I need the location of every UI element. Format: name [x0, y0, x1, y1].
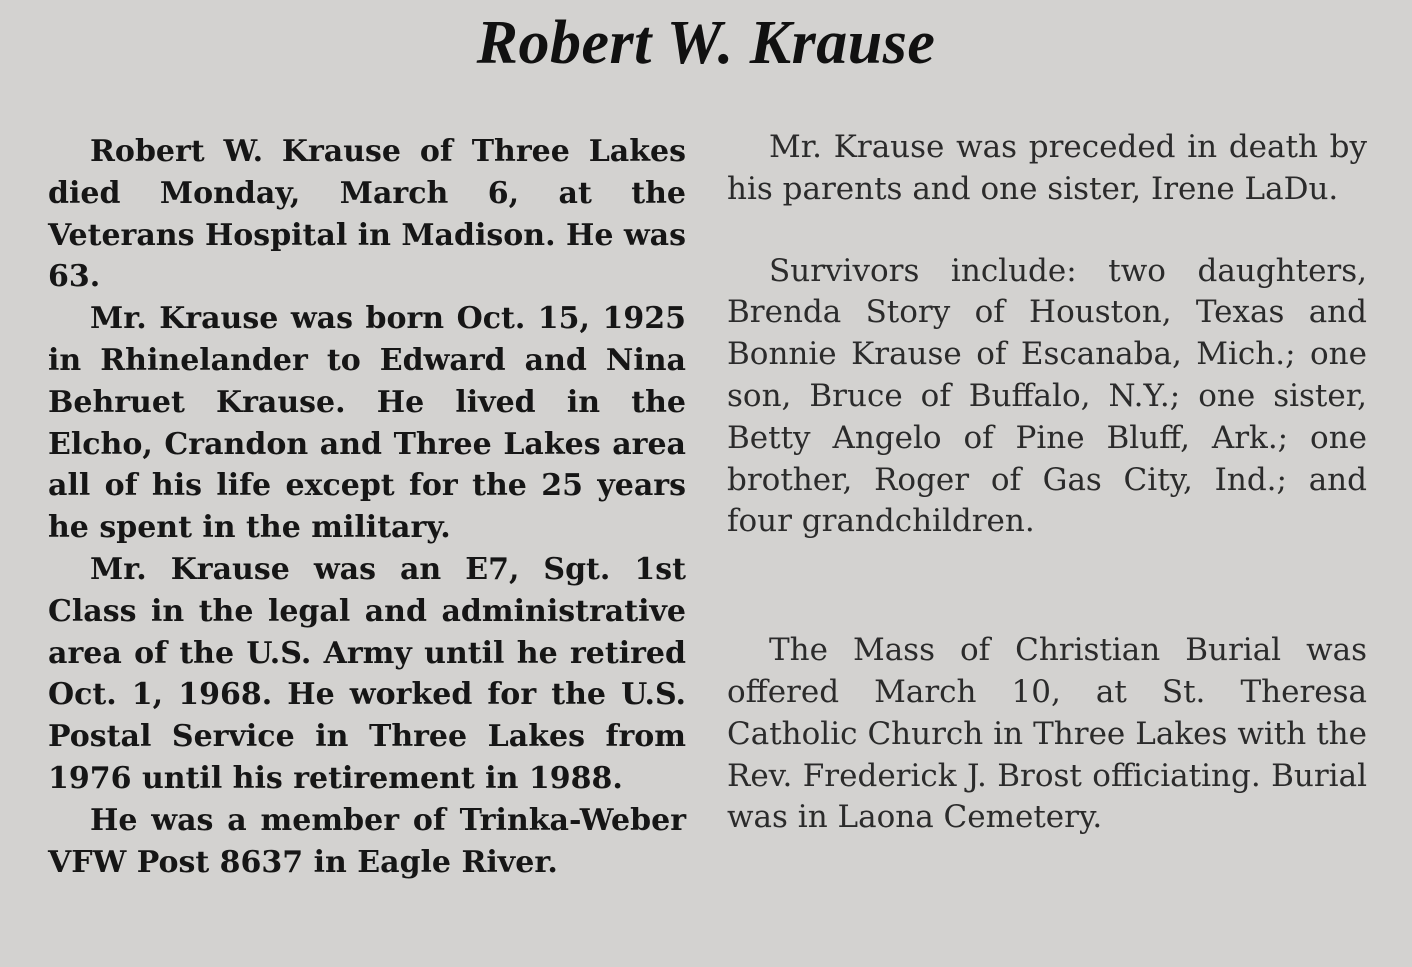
obituary-headline: Robert W. Krause	[476, 9, 936, 77]
paragraph-preceded-in-death: Mr. Krause was preceded in death by his parents and one sister, Irene LaDu.	[727, 129, 1367, 207]
paragraph-birth-and-life: Mr. Krause was born Oct. 15, 1925 in Rhinelander to Edward and Nina Behruet Krause. He lived in the Elcho, Crandon and Three Lakes area all of his life except for the 25 years he spent in the military.	[48, 301, 686, 546]
right-column	[727, 127, 1367, 839]
paragraph-spacer	[727, 543, 1367, 630]
paragraph-death-notice: Robert W. Krause of Three Lakes died Monday, March 6, at the Veterans Hospital in Madison. He was 63.	[48, 134, 686, 295]
left-column	[48, 131, 686, 883]
paragraph-survivors: Survivors include: two daughters, Brenda Story of Houston, Texas and Bonnie Krause of Escanaba, Mich.; one son, Bruce of Buffalo, N.Y.; one sister, Betty Angelo of Pine Bluff, Ark.; one brother, Roger of Gas City, Ind.; and four grandchildren.	[727, 252, 1367, 540]
paragraph-spacer	[727, 211, 1367, 251]
paragraph-career: Mr. Krause was an E7, Sgt. 1st Class in the legal and administrative area of the U.S. Army until he retired Oct. 1, 1968. He worked for the U.S. Postal Service in Three Lakes from 1976 until his retirement in 1988.	[48, 551, 686, 796]
paragraph-membership: He was a member of Trinka-Weber VFW Post 8637 in Eagle River.	[48, 802, 686, 880]
paragraph-burial: The Mass of Christian Burial was offered March 10, at St. Theresa Catholic Church in Three Lakes with the Rev. Frederick J. Brost officiating. Burial was in Laona Cemetery.	[727, 632, 1367, 836]
